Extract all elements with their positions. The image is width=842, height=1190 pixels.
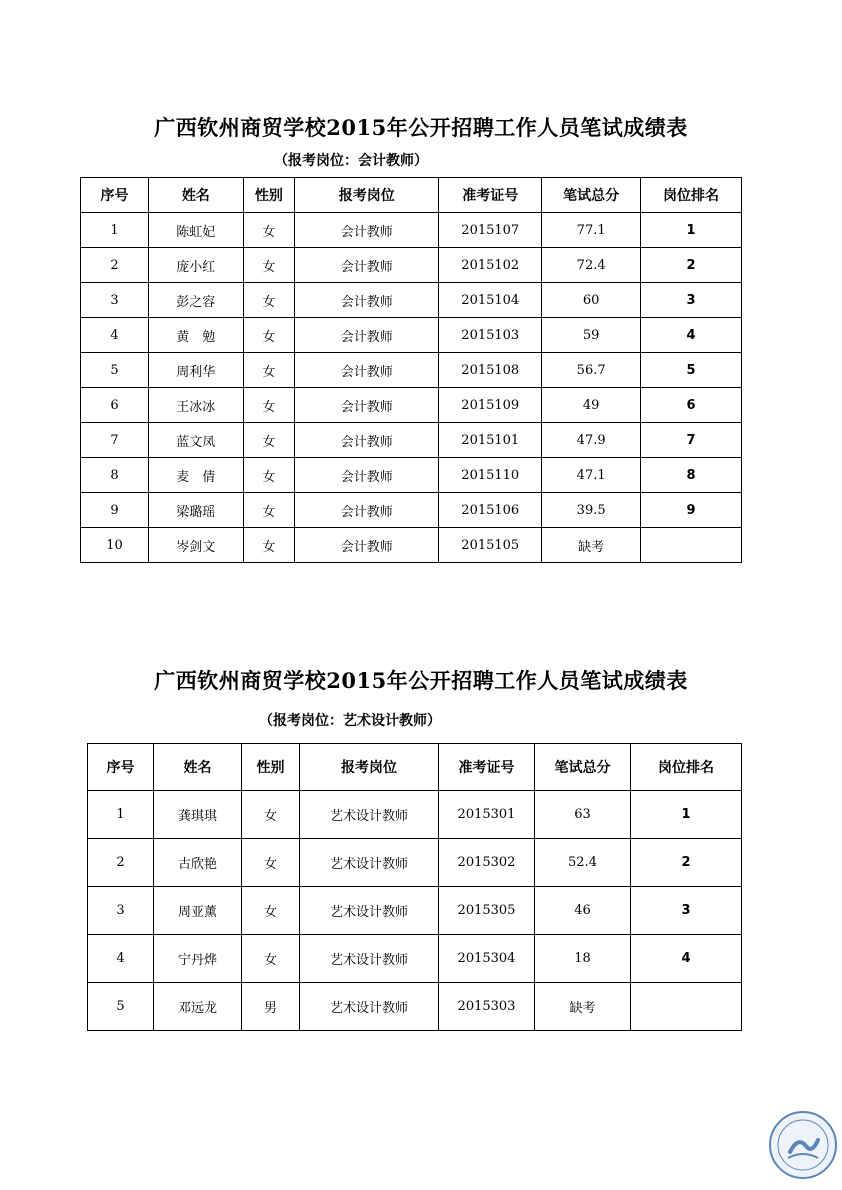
table1-cell-exam-id: 2015108 [439, 353, 542, 388]
table2-cell-position: 艺术设计教师 [300, 983, 439, 1031]
table1-cell-row-number: 2 [81, 248, 149, 283]
table1-cell-score: 47.9 [542, 423, 641, 458]
table1-header-cell: 性别 [243, 178, 294, 213]
table1-cell-gender: 女 [243, 458, 294, 493]
table1-table-row [81, 353, 742, 388]
table1-title: 广西钦州商贸学校2015年公开招聘工作人员笔试成绩表 [154, 115, 688, 140]
table1-cell-name: 麦 倩 [148, 458, 243, 493]
table2-cell-position: 艺术设计教师 [300, 839, 439, 887]
table1-cell-gender: 女 [243, 318, 294, 353]
table1-table-row [81, 318, 742, 353]
table1-cell-name: 周利华 [148, 353, 243, 388]
table2-cell-gender: 女 [242, 839, 300, 887]
table1-cell-name: 王冰冰 [148, 388, 243, 423]
table1-cell-rank: 8 [641, 458, 742, 493]
table2-header-row [88, 744, 742, 791]
table2-cell-exam-id: 2015302 [439, 839, 535, 887]
table1-cell-gender: 女 [243, 353, 294, 388]
table2-cell-row-number: 1 [88, 791, 154, 839]
table2-cell-exam-id: 2015301 [439, 791, 535, 839]
table2-header-cell: 姓名 [154, 744, 242, 791]
table1-cell-score: 56.7 [542, 353, 641, 388]
table2-title: 广西钦州商贸学校2015年公开招聘工作人员笔试成绩表 [154, 668, 688, 693]
table1-cell-exam-id: 2015103 [439, 318, 542, 353]
table1-cell-score: 39.5 [542, 493, 641, 528]
table1-cell-rank [641, 528, 742, 563]
table1-cell-row-number: 5 [81, 353, 149, 388]
table1-cell-row-number: 4 [81, 318, 149, 353]
table1-cell-gender: 女 [243, 528, 294, 563]
table2-cell-gender: 女 [242, 935, 300, 983]
table1-cell-exam-id: 2015106 [439, 493, 542, 528]
table2-header-cell: 性别 [242, 744, 300, 791]
table2-cell-score: 46 [535, 887, 631, 935]
table2-cell-name: 龚琪琪 [154, 791, 242, 839]
table2-header-cell: 报考岗位 [300, 744, 439, 791]
table1-cell-exam-id: 2015107 [439, 213, 542, 248]
table1-cell-rank: 1 [641, 213, 742, 248]
table1-cell-gender: 女 [243, 423, 294, 458]
table1-cell-exam-id: 2015104 [439, 283, 542, 318]
table1-cell-position: 会计教师 [295, 318, 439, 353]
table1-cell-rank: 4 [641, 318, 742, 353]
table1-header-cell: 准考证号 [439, 178, 542, 213]
table1-cell-position: 会计教师 [295, 423, 439, 458]
table1-cell-position: 会计教师 [295, 458, 439, 493]
table1-cell-name: 蓝文凤 [148, 423, 243, 458]
table2-cell-position: 艺术设计教师 [300, 791, 439, 839]
table2-cell-rank [631, 983, 742, 1031]
table1-cell-score: 59 [542, 318, 641, 353]
table1-header-cell: 岗位排名 [641, 178, 742, 213]
table1-cell-row-number: 10 [81, 528, 149, 563]
table1-cell-gender: 女 [243, 493, 294, 528]
table1-cell-position: 会计教师 [295, 528, 439, 563]
table1-table-row [81, 458, 742, 493]
table2-header-cell: 笔试总分 [535, 744, 631, 791]
table2-cell-row-number: 3 [88, 887, 154, 935]
table1-header-row [81, 178, 742, 213]
table1-header-cell: 姓名 [148, 178, 243, 213]
table1-table-row [81, 388, 742, 423]
table1-cell-score: 49 [542, 388, 641, 423]
table2-cell-gender: 女 [242, 887, 300, 935]
school-seal-icon [768, 1110, 838, 1180]
table2-cell-score: 52.4 [535, 839, 631, 887]
table1-cell-row-number: 8 [81, 458, 149, 493]
table2-cell-name: 邓远龙 [154, 983, 242, 1031]
table1-subtitle: （报考岗位：会计教师） [274, 153, 428, 169]
table1-cell-position: 会计教师 [295, 353, 439, 388]
table1-cell-name: 黄 勉 [148, 318, 243, 353]
table1-cell-rank: 3 [641, 283, 742, 318]
table1-cell-position: 会计教师 [295, 213, 439, 248]
table1-cell-row-number: 3 [81, 283, 149, 318]
table2-cell-row-number: 4 [88, 935, 154, 983]
table2-cell-exam-id: 2015303 [439, 983, 535, 1031]
table1-cell-position: 会计教师 [295, 493, 439, 528]
table2-cell-row-number: 2 [88, 839, 154, 887]
table1 [80, 177, 742, 563]
table1-cell-score: 47.1 [542, 458, 641, 493]
table2-cell-rank: 1 [631, 791, 742, 839]
table2-cell-position: 艺术设计教师 [300, 887, 439, 935]
table1-cell-row-number: 7 [81, 423, 149, 458]
table2-cell-exam-id: 2015305 [439, 887, 535, 935]
table1-cell-gender: 女 [243, 248, 294, 283]
table1-header-cell: 报考岗位 [295, 178, 439, 213]
table2-cell-name: 宁丹烨 [154, 935, 242, 983]
table1-cell-row-number: 6 [81, 388, 149, 423]
table1-table-row [81, 528, 742, 563]
table2-cell-rank: 2 [631, 839, 742, 887]
table2-table-row [88, 839, 742, 887]
table1-cell-rank: 5 [641, 353, 742, 388]
table2-header-cell: 准考证号 [439, 744, 535, 791]
table1-cell-position: 会计教师 [295, 248, 439, 283]
table2-subtitle: （报考岗位：艺术设计教师） [259, 713, 441, 729]
table1-table-row [81, 493, 742, 528]
table2-table-row [88, 935, 742, 983]
table2 [87, 743, 742, 1031]
table1-cell-name: 梁璐瑶 [148, 493, 243, 528]
table1-cell-gender: 女 [243, 388, 294, 423]
table1-cell-name: 陈虹妃 [148, 213, 243, 248]
table2-cell-rank: 4 [631, 935, 742, 983]
table1-header-cell: 笔试总分 [542, 178, 641, 213]
table1-cell-score: 77.1 [542, 213, 641, 248]
table1-cell-name: 岑剑文 [148, 528, 243, 563]
table1-cell-rank: 7 [641, 423, 742, 458]
table1-cell-exam-id: 2015101 [439, 423, 542, 458]
table1-cell-position: 会计教师 [295, 283, 439, 318]
table2-cell-score: 缺考 [535, 983, 631, 1031]
table1-table-row [81, 248, 742, 283]
table2-cell-gender: 男 [242, 983, 300, 1031]
table2-table-row [88, 983, 742, 1031]
table1-cell-name: 庞小红 [148, 248, 243, 283]
table2-cell-exam-id: 2015304 [439, 935, 535, 983]
table1-cell-exam-id: 2015105 [439, 528, 542, 563]
table2-cell-name: 古欣艳 [154, 839, 242, 887]
table1-table-row [81, 213, 742, 248]
table1-cell-name: 彭之容 [148, 283, 243, 318]
table1-table-row [81, 283, 742, 318]
table1-cell-score: 缺考 [542, 528, 641, 563]
table1-cell-rank: 9 [641, 493, 742, 528]
table2-header-cell: 序号 [88, 744, 154, 791]
table1-table-row [81, 423, 742, 458]
table1-cell-position: 会计教师 [295, 388, 439, 423]
table2-table-row [88, 887, 742, 935]
table1-cell-exam-id: 2015110 [439, 458, 542, 493]
table1-header-cell: 序号 [81, 178, 149, 213]
table2-cell-score: 63 [535, 791, 631, 839]
table1-cell-exam-id: 2015109 [439, 388, 542, 423]
table1-cell-gender: 女 [243, 283, 294, 318]
table2-cell-row-number: 5 [88, 983, 154, 1031]
table2-cell-name: 周亚薰 [154, 887, 242, 935]
table1-cell-row-number: 1 [81, 213, 149, 248]
table2-cell-rank: 3 [631, 887, 742, 935]
table1-cell-score: 72.4 [542, 248, 641, 283]
table1-cell-rank: 6 [641, 388, 742, 423]
table2-cell-position: 艺术设计教师 [300, 935, 439, 983]
table2-cell-gender: 女 [242, 791, 300, 839]
table1-cell-rank: 2 [641, 248, 742, 283]
table2-cell-score: 18 [535, 935, 631, 983]
table2-table-row [88, 791, 742, 839]
table1-cell-row-number: 9 [81, 493, 149, 528]
table1-cell-exam-id: 2015102 [439, 248, 542, 283]
table2-header-cell: 岗位排名 [631, 744, 742, 791]
table1-cell-gender: 女 [243, 213, 294, 248]
table1-cell-score: 60 [542, 283, 641, 318]
